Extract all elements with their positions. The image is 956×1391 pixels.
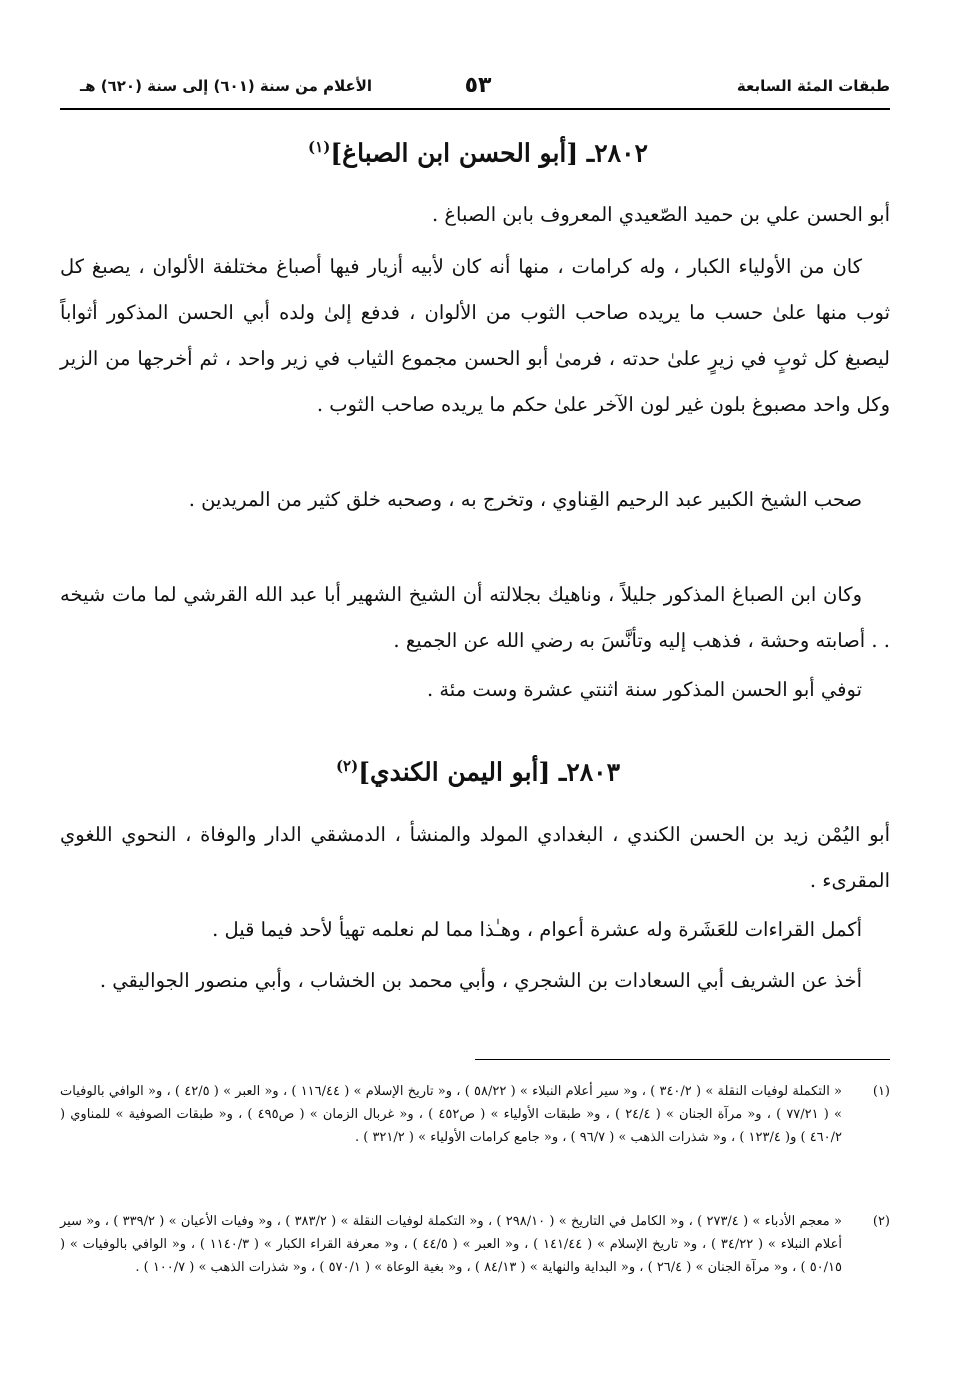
- paragraph: وكان ابن الصباغ المذكور جليلاً ، وناهيك بجلالته أن الشيخ الشهير أبا عبد الله القرشي لما مات شيخه . . أصابته وحشة ، فذهب إليه وتأنَّسَ به رضي الله عن الجميع .: [60, 583, 890, 652]
- footnote-number: (٢): [872, 1214, 890, 1229]
- paragraph: أبو الحسن علي بن حميد الصّعيدي المعروف بابن الصباغ .: [431, 203, 890, 226]
- paragraph: أكمل القراءات للعَشَرة وله عشرة أعوام ، وهـٰذا مما لم نعلمه تهيأ لأحد فيما قيل .: [212, 918, 862, 941]
- running-header-left: الأعلام من سنة (٦٠١) إلى سنة (٦٢٠) هـ: [80, 77, 373, 95]
- footnote-rule: [475, 1059, 890, 1060]
- footnote-text: « معجم الأدباء » ( ٢٧٣/٤ ) ، و« الكامل في التاريخ » ( ٢٩٨/١٠ ) ، و« التكملة لوفيات النقلة » ( ٣٨٣/٢ ) ، و« وفيات الأعيان » ( ٣٣٩/٢ ) ، و« سير أعلام النبلاء » ( ٣٤/٢٢ ) ، و« تاريخ الإسلام » ( ١٤١/٤٤ ) ، و« العبر » ( ٤٤/٥ ) ، و« معرفة القراء الكبار » ( ١١٤٠/٣ ) ، و« الوافي بالوفيات » ( ٥٠/١٥ ) ، و« مرآة الجنان » ( ٢٦/٤ ) ، و« البداية والنهاية » ( ٨٤/١٣ ) ، و« بغية الوعاة » ( ٥٧٠/١ ) ، و« شذرات الذهب » ( ١٠٠/٧ ) .: [60, 1214, 842, 1275]
- footnote: [60, 1210, 890, 1279]
- paragraph: توفي أبو الحسن المذكور سنة اثنتي عشرة وست مئة .: [426, 678, 862, 701]
- entry-title: [0, 138, 956, 167]
- header-rule: [60, 108, 890, 110]
- footnote-ref: (٢): [335, 757, 359, 775]
- entry-title: [0, 757, 956, 786]
- paragraph: أبو اليُمْن زيد بن الحسن الكندي ، البغدادي المولد والمنشأ ، الدمشقي الدار والوفاة ، النحوي اللغوي المقرىء .: [60, 823, 890, 892]
- entry-title-text: ٢٨٠٢ـ [أبو الحسن ابن الصباغ]: [330, 138, 648, 168]
- entry-title-text: ٢٨٠٣ـ [أبو اليمن الكندي]: [358, 757, 621, 787]
- paragraph: صحب الشيخ الكبير عبد الرحيم القِناوي ، وتخرج به ، وصحبه خلق كثير من المريدين .: [188, 488, 862, 511]
- footnote-ref: (١): [308, 138, 331, 156]
- paragraph: كان من الأولياء الكبار ، وله كرامات ، منها أنه كان لأبيه أزيار فيها أصباغ مختلفة الألوان ، يصبغ كل ثوب منها علىٰ حسب ما يريده صاحب الثوب من الألوان ، فدفع إلىٰ ولده أبي الحسن المذكور أثواباً ليصبغ كل ثوبٍ في زيرٍ علىٰ حدته ، فرمىٰ أبو الحسن مجموع الثياب في زير واحد ، ثم أخرجها من الزير وكل واحد مصبوغ بلون غير لون الآخر علىٰ حكم ما يريده صاحب الثوب .: [60, 255, 890, 416]
- footnote-number: (١): [872, 1084, 890, 1099]
- page-number: ٥٣: [464, 73, 492, 98]
- footnote: [60, 1080, 890, 1149]
- running-header-right: طبقات المئة السابعة: [736, 77, 890, 95]
- paragraph: أخذ عن الشريف أبي السعادات بن الشجري ، وأبي محمد بن الخشاب ، وأبي منصور الجواليقي .: [99, 969, 862, 992]
- footnote-text: « التكملة لوفيات النقلة » ( ٣٤٠/٢ ) ، و« سير أعلام النبلاء » ( ٥٨/٢٢ ) ، و« تاريخ الإسلام » ( ١١٦/٤٤ ) ، و« العبر » ( ٤٢/٥ ) ، و« الوافي بالوفيات » ( ٧٧/٢١ ) ، و« مرآة الجنان » ( ٢٤/٤ ) ، و« طبقات الأولياء » ( ص٤٥٢ ) ، و« غربال الزمان » ( ص٤٩٥ ) ، و« طبقات الصوفية » للمناوي ( ٤٦٠/٢ ) و( ١٢٣/٤ ) ، و« شذرات الذهب » ( ٩٦/٧ ) ، و« جامع كرامات الأولياء » ( ٣٢١/٢ ) .: [60, 1084, 843, 1145]
